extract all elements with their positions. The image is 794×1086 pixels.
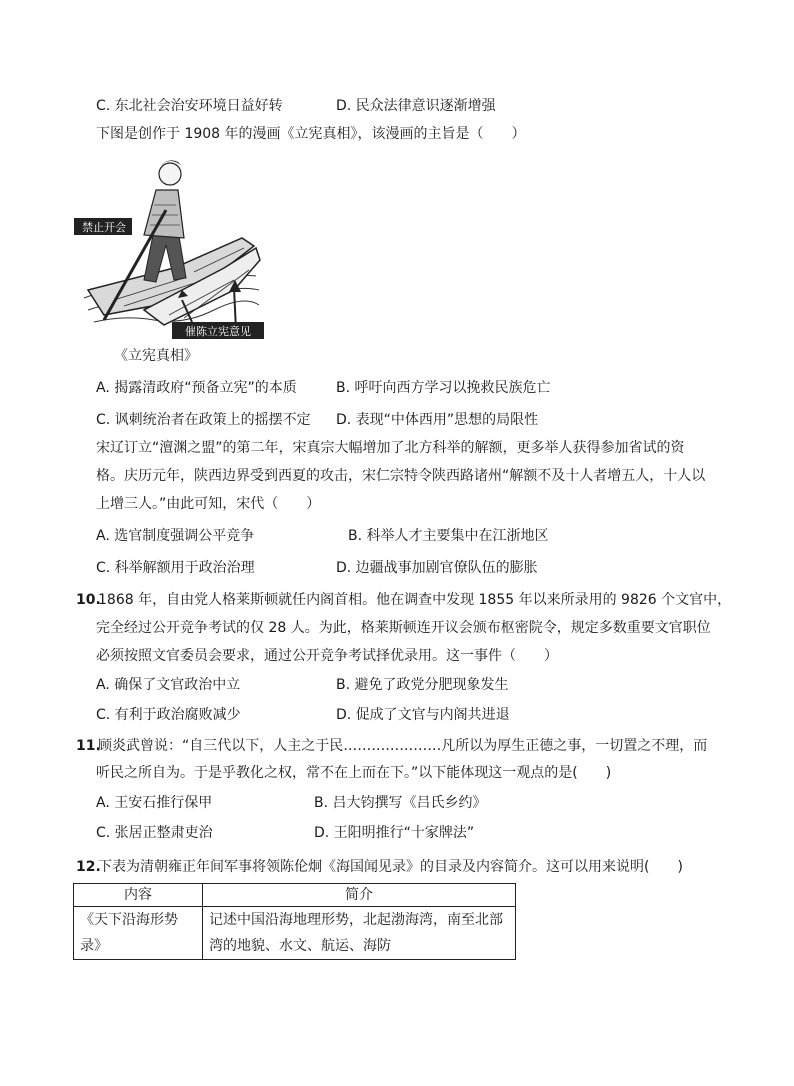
q11-stem-line1: 顾炎武曾说：“自三代以下，人主之于民…………………凡所以为厚生正德之事，一切置之不理，而: [98, 738, 708, 754]
q9-option-b: B. 科举人才主要集中在江浙地区: [348, 528, 549, 544]
q9-stem-line2: 格。庆历元年，陕西边界受到西夏的攻击，宋仁宗特令陕西路诸州“解额不及十人者增五人，十人以: [96, 468, 706, 484]
q12-number: 12.: [76, 859, 101, 875]
q11-option-a: A. 王安石推行保甲: [96, 795, 213, 811]
question-8-stem: 下图是创作于 1908 年的漫画《立宪真相》，该漫画的主旨是（ ）: [96, 126, 526, 142]
q11-number: 11.: [76, 738, 101, 754]
cartoon-label-ban-meetings: 禁止开会: [82, 221, 126, 234]
q11-option-c: C. 张居正整肃吏治: [96, 825, 213, 841]
option-d: D. 民众法律意识逐渐增强: [336, 98, 496, 114]
table-header-content: 内容: [74, 884, 203, 907]
table-row: [74, 907, 516, 960]
option-c: C. 东北社会治安环境日益好转: [96, 98, 283, 114]
q10-option-a: A. 确保了文官政治中立: [96, 677, 241, 693]
q8-option-b: B. 呼吁向西方学习以挽救民族危亡: [336, 380, 551, 396]
q10-number: 10.: [76, 592, 101, 608]
q10-stem-line3: 必须按照文官委员会要求，通过公开竞争考试择优录用。这一事件（ ）: [96, 648, 558, 664]
q9-stem-line1: 宋辽订立“澶渊之盟”的第二年，宋真宗大幅增加了北方科举的解额，更多举人获得参加省试的资: [96, 440, 685, 456]
q12-stem-line1: 下表为清朝雍正年间军事将领陈伦炯《海国闻见录》的目录及内容简介。这可以用来说明( ): [98, 859, 683, 875]
q9-option-d: D. 边疆战事加剧官僚队伍的膨胀: [336, 560, 538, 576]
q10-option-d: D. 促成了文官与内阁共进退: [336, 707, 510, 723]
table-header-row: [74, 884, 516, 907]
table-cell-summary: [203, 907, 516, 960]
q11-stem-line2: 听民之所自为。于是乎教化之权，常不在上而在下。”以下能体现这一观点的是( ): [96, 765, 612, 781]
q10-stem-line2: 完全经过公开竞争考试的仅 28 人。为此，格莱斯顿连开议会颁布枢密院令，规定多数重要文官职位: [96, 620, 711, 636]
cartoon-illustration: [74, 150, 264, 345]
q9-option-c: C. 科举解额用于政治治理: [96, 560, 255, 576]
q10-option-c: C. 有利于政治腐败减少: [96, 707, 241, 723]
cartoon-label-petition: 催陈立宪意见: [185, 325, 251, 338]
q9-stem-line3: 上增三人。”由此可知，宋代（ ）: [96, 496, 321, 512]
q10-option-b: B. 避免了政党分肥现象发生: [336, 677, 509, 693]
q11-option-b: B. 吕大钧撰写《吕氏乡约》: [314, 795, 487, 811]
cartoon-caption: 《立宪真相》: [114, 348, 198, 364]
q9-option-a: A. 选官制度强调公平竞争: [96, 528, 255, 544]
table-cell-summary-text: 记述中国沿海地理形势，北起渤海湾，南至北部湾的地貌、水文、航运、海防: [209, 912, 503, 954]
q8-option-c: C. 讽刺统治者在政策上的摇摆不定: [96, 412, 311, 428]
table-cell-content: 《天下沿海形势录》: [74, 907, 203, 960]
q8-option-a: A. 揭露清政府“预备立宪”的本质: [96, 380, 297, 396]
q8-option-d: D. 表现“中体西用”思想的局限性: [336, 412, 539, 428]
catalog-table: [73, 883, 516, 960]
table-header-summary: 简介: [203, 884, 516, 907]
q10-stem-line1: 1868 年，自由党人格莱斯顿就任内阁首相。他在调查中发现 1855 年以来所录用的 9826 个文官中，: [98, 592, 732, 608]
q11-option-d: D. 王阳明推行“十家牌法”: [314, 825, 475, 841]
